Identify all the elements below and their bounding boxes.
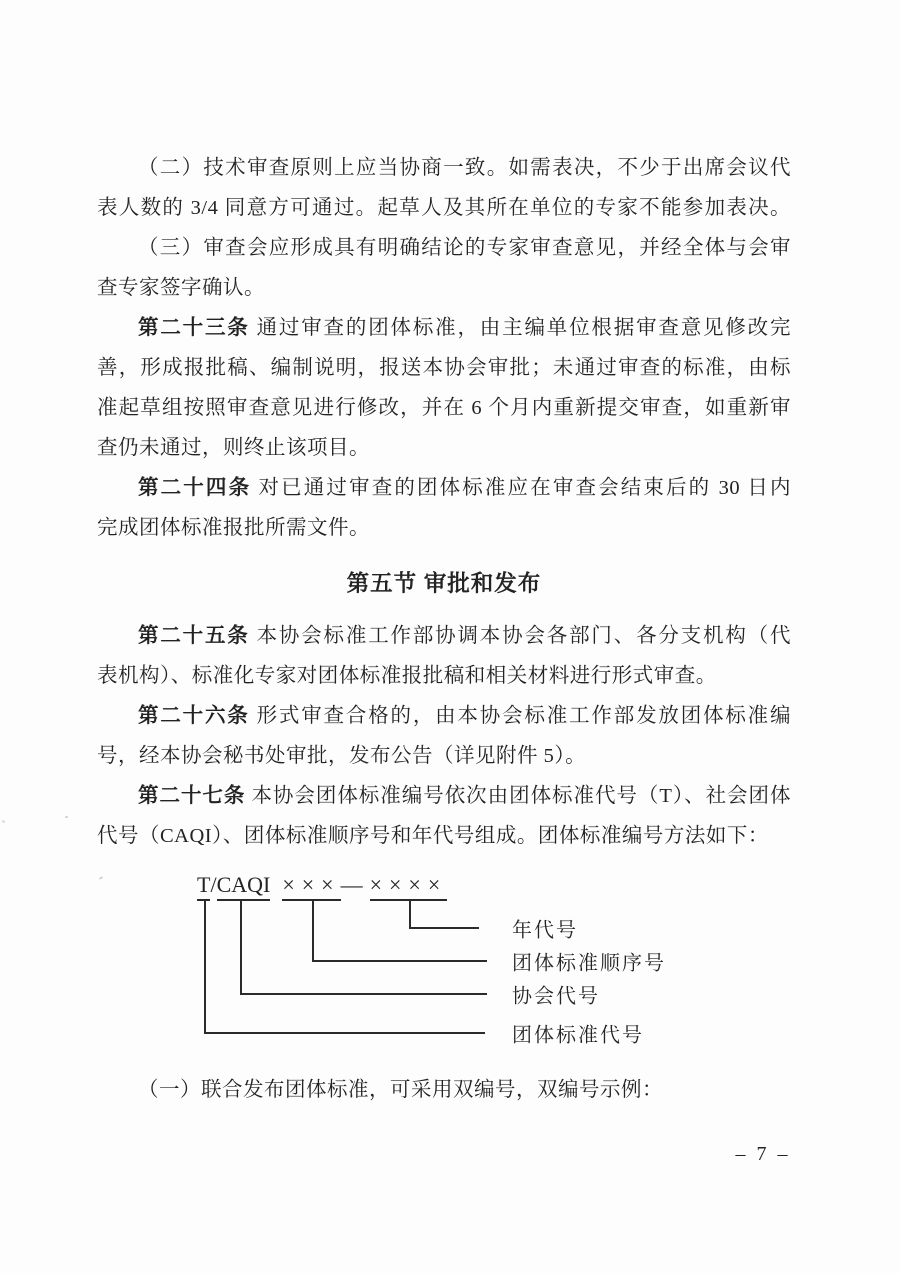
text-line (97, 736, 791, 776)
scan-speck (2, 820, 5, 823)
text-segment: （三）审查会应形成具有明确结论的专家审查意见，并经全体与会审 (138, 237, 791, 259)
code-standard-prefix: T (197, 872, 210, 901)
text-segment: 完成团体标准报批所需文件。 (97, 517, 370, 539)
diagram-label-standard-code: 团体标准代号 (512, 1024, 644, 1047)
text-line (97, 696, 791, 736)
code-separator: / (210, 872, 217, 897)
leader-line-sequence-horizontal (312, 960, 487, 962)
page-number: – 7 – (735, 1143, 791, 1165)
diagram-label-sequence: 团体标准顺序号 (512, 952, 666, 975)
leader-line-year-vertical (409, 900, 411, 929)
article-number: 第二十七条 (138, 785, 246, 807)
text-line (97, 656, 791, 696)
text-segment: 通过审查的团体标准，由主编单位根据审查意见修改完 (249, 317, 792, 339)
text-segment: 本协会标准工作部协调本协会各部门、各分支机构（代 (249, 625, 792, 647)
text-line (97, 188, 791, 228)
text-segment: 准起草组按照审查意见进行修改，并在 6 个月内重新提交审查，如重新审 (97, 397, 791, 419)
text-line (97, 428, 791, 468)
text-line (97, 148, 791, 188)
text-line (97, 348, 791, 388)
article-number: 第二十六条 (138, 705, 250, 727)
text-segment: 本协会团体标准编号依次由团体标准代号（T）、社会团体 (245, 785, 791, 807)
body-text-after-diagram (97, 1070, 791, 1110)
text-line (97, 308, 791, 348)
article-number: 第二十三条 (138, 317, 250, 339)
body-text (97, 148, 791, 856)
text-line (97, 268, 791, 308)
code-year-placeholder: ×××× (370, 872, 448, 901)
text-line (97, 1070, 791, 1110)
text-line (97, 508, 791, 548)
document-content (97, 148, 791, 1110)
standard-number-diagram (97, 870, 791, 1070)
leader-line-standard-code-vertical (204, 900, 206, 1034)
text-line (97, 388, 791, 428)
text-line (97, 816, 791, 856)
text-segment: 善，形成报批稿、编制说明，报送本协会审批；未通过审查的标准，由标 (97, 357, 791, 379)
code-dash: — (340, 872, 370, 897)
text-segment: 表人数的 3/4 同意方可通过。起草人及其所在单位的专家不能参加表决。 (97, 197, 791, 219)
scan-speck (65, 816, 68, 818)
text-segment: 查专家签字确认。 (97, 277, 265, 299)
code-sequence-placeholder: ××× (282, 872, 340, 901)
text-line (97, 776, 791, 816)
text-line (97, 468, 791, 508)
leader-line-association-vertical (240, 900, 242, 995)
text-line (97, 616, 791, 656)
text-segment: 号，经本协会秘书处审批，发布公告（详见附件 5）。 (97, 745, 587, 767)
section-heading: 第五节 审批和发布 (346, 571, 542, 596)
text-segment: 表机构）、标准化专家对团体标准报批稿和相关材料进行形式审查。 (97, 665, 717, 687)
diagram-label-association: 协会代号 (512, 985, 600, 1008)
article-number: 第二十四条 (138, 477, 252, 499)
leader-line-year-horizontal (409, 927, 479, 929)
leader-line-association-horizontal (240, 993, 487, 995)
text-segment: 查仍未通过，则终止该项目。 (97, 437, 370, 459)
leader-line-standard-code-horizontal (204, 1032, 485, 1034)
text-line (97, 228, 791, 268)
article-number: 第二十五条 (138, 625, 250, 647)
text-segment: （一）联合发布团体标准，可采用双编号，双编号示例： (138, 1079, 663, 1101)
text-segment: 形式审查合格的，由本协会标准工作部发放团体标准编 (249, 705, 792, 727)
code-association: CAQI (217, 872, 271, 901)
leader-line-sequence-vertical (312, 900, 314, 962)
text-segment: （二）技术审查原则上应当协商一致。如需表决，不少于出席会议代 (138, 157, 791, 179)
diagram-label-year: 年代号 (512, 919, 578, 942)
standard-code-example (197, 872, 447, 898)
text-segment: 对已通过审查的团体标准应在审查会结束后的 30 日内 (251, 477, 792, 499)
text-segment: 代号（CAQI）、团体标准顺序号和年代号组成。团体标准编号方法如下： (97, 825, 769, 847)
